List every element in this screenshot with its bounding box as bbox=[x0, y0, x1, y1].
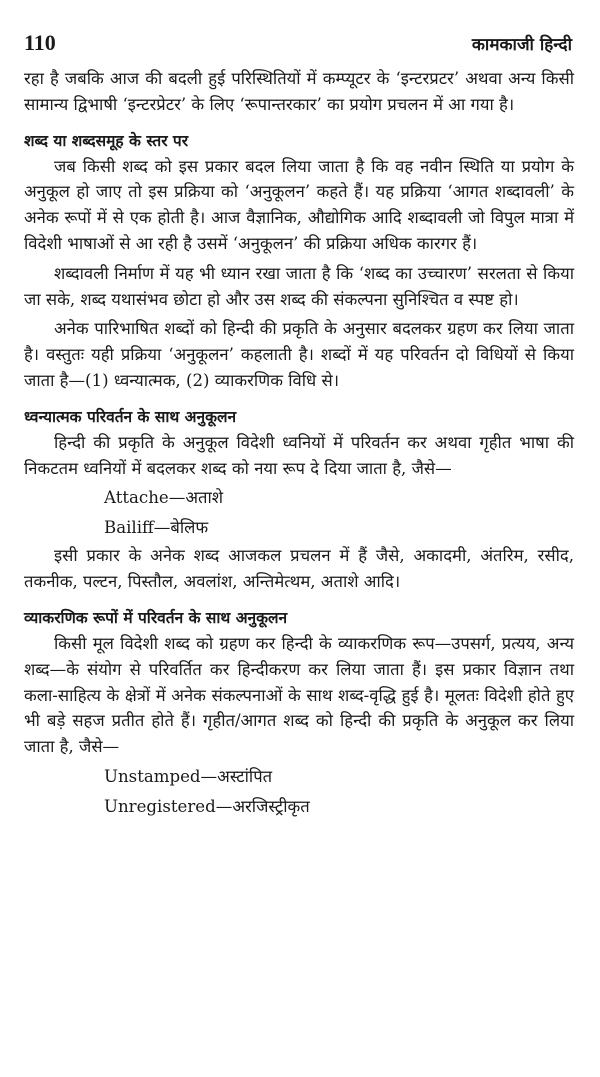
example-item: Unregistered—अरजिस्ट्रीकृत bbox=[104, 796, 310, 816]
example-item: Unstamped—अस्टांपित bbox=[104, 766, 273, 786]
paragraph-common-words: इसी प्रकार के अनेक शब्द आजकल प्रचलन में हैं जैसे, अकादमी, अंतरिम, रसीद, तकनीक, पल्टन, पिस्तौल, अवलांश, अन्तिमेत्थम, अताशे आदि। bbox=[24, 546, 574, 592]
paragraph-continuation: रहा है जबकि आज की बदली हुई परिस्थितियों में कम्प्यूटर के ‘इन्टरप्रटर’ अथवा अन्य किसी सामान्य द्विभाषी ‘इन्टरप्रेटर’ के लिए ‘रूपान्तरकार’ का प्रयोग प्रचलन में आ गया है। bbox=[24, 69, 574, 114]
paragraph-adaptation-definition: जब किसी शब्द को इस प्रकार बदल लिया जाता है कि वह नवीन स्थिति या प्रयोग के अनुकूल हो जाए तो इस प्रक्रिया को ‘अनुकूलन’ कहते हैं। यह प्रक्रिया ‘आगत शब्दावली’ के अनेक रूपों में से एक होती है। आज वैज्ञानिक, औद्योगिक आदि शब्दावली जो विपुल मात्रा में विदेशी भाषाओं से आ रही है उसमें ‘अनुकूलन’ की प्रक्रिया अधिक कारगर हैं। bbox=[24, 156, 574, 253]
section-heading-word-level: शब्द या शब्दसमूह के स्तर पर bbox=[24, 131, 189, 150]
paragraph-terminology: शब्दावली निर्माण में यह भी ध्यान रखा जाता है कि ‘शब्द का उच्चारण’ सरलता से किया जा सके, शब्द यथासंभव छोटा हो और उस शब्द की संकल्पना सुनिश्चित व स्पष्ट हो। bbox=[24, 263, 574, 309]
paragraph-methods: अनेक पारिभाषित शब्दों को हिन्दी की प्रकृति के अनुसार बदलकर ग्रहण कर लिया जाता है। वस्तुतः यही प्रक्रिया ‘अनुकूलन’ कहलाती है। शब्दों में यह परिवर्तन दो विधियों से किया जाता है—(1) ध्वन्यात्मक, (2) व्याकरणिक विधि से। bbox=[24, 319, 574, 390]
example-list-grammatical bbox=[104, 762, 574, 822]
paragraph-grammatical: किसी मूल विदेशी शब्द को ग्रहण कर हिन्दी के व्याकरणिक रूप—उपसर्ग, प्रत्यय, अन्य शब्द—के संयोग से परिवर्तित कर हिन्दीकरण कर लिया जाता हैं। इस प्रकार विज्ञान तथा कला-साहित्य के क्षेत्रों में अनेक संकल्पनाओं के साथ शब्द-वृद्धि हुई है। मूलतः विदेशी होते हुए भी बड़े सहज प्रतीत होते हैं। गृहीत/आगत शब्द को हिन्दी की प्रकृति के अनुकूल कर लिया जाता है, जैसे— bbox=[24, 633, 574, 757]
running-head: कामकाजी हिन्दी bbox=[471, 35, 572, 55]
example-item: Attache—अताशे bbox=[104, 488, 224, 508]
example-list-phonetic bbox=[104, 483, 574, 543]
page-number: 110 bbox=[24, 30, 56, 55]
page-body bbox=[24, 66, 574, 822]
section-heading-phonetic: ध्वन्यात्मक परिवर्तन के साथ अनुकूलन bbox=[24, 407, 237, 426]
example-item: Bailiff—बेलिफ bbox=[104, 518, 209, 538]
page-header bbox=[24, 30, 572, 56]
paragraph-phonetic: हिन्दी की प्रकृति के अनुकूल विदेशी ध्वनियों में परिवर्तन कर अथवा गृहीत भाषा की निकटतम ध्वनियों में बदलकर शब्द को नया रूप दे दिया जाता है, जैसे— bbox=[24, 432, 574, 478]
section-heading-grammatical: व्याकरणिक रूपों में परिवर्तन के साथ अनुकूलन bbox=[24, 608, 288, 627]
